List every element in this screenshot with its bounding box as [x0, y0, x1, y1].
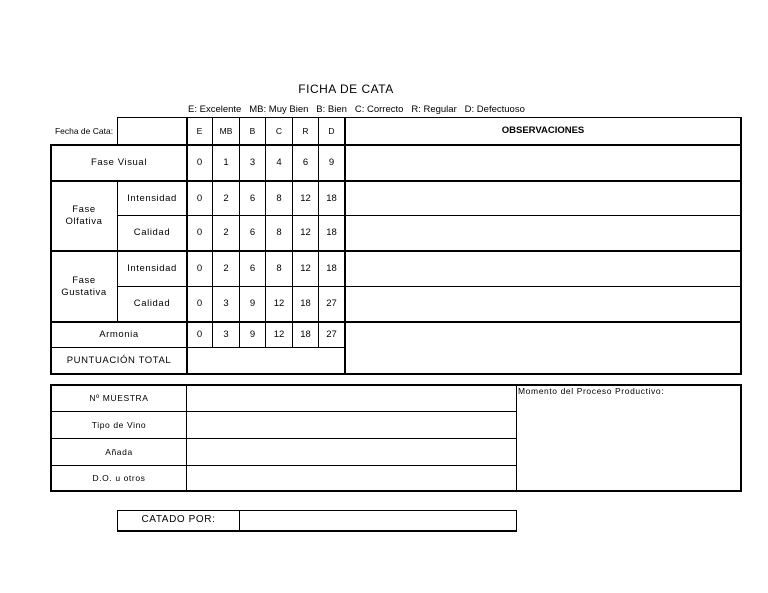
gustativa-calidad-score-e[interactable]: 0 — [196, 298, 203, 310]
gustativa-intensidad-score-e[interactable]: 0 — [196, 263, 203, 275]
olfativa-intensidad-score-b[interactable]: 6 — [249, 192, 256, 204]
gustativa-intensidad-score-b[interactable]: 6 — [249, 263, 256, 275]
fase-visual-score-mb[interactable]: 1 — [223, 157, 229, 169]
olfativa-intensidad-score-mb[interactable]: 2 — [223, 192, 229, 204]
gustativa-calidad-score-c[interactable]: 12 — [273, 298, 285, 310]
gustativa-intensidad-observaciones[interactable] — [346, 252, 740, 286]
do-u-otros-field[interactable] — [187, 466, 516, 490]
col-header-mb: MB — [219, 125, 233, 136]
fase-visual-label: Fase Visual — [90, 157, 148, 169]
fecha-de-cata-label: Fecha de Cata: — [54, 125, 114, 136]
fase-gustativa-label: Fase Gustativa — [61, 274, 107, 298]
gustativa-intensidad-score-c[interactable]: 8 — [276, 263, 282, 275]
col-header-c: C — [275, 125, 283, 136]
olfativa-calidad-score-d[interactable]: 18 — [326, 227, 337, 239]
olfativa-calidad-label: Calidad — [133, 227, 171, 239]
observaciones-header: OBSERVACIONES — [501, 125, 585, 137]
catado-por-field[interactable] — [240, 511, 516, 530]
puntuacion-total-field[interactable] — [188, 348, 344, 373]
score-legend: E: Excelente MB: Muy Bien B: Bien C: Correcto R: Regular D: Defectuoso — [188, 104, 525, 115]
olfativa-intensidad-observaciones[interactable] — [346, 182, 740, 215]
armonia-score-mb[interactable]: 3 — [223, 329, 229, 341]
fecha-de-cata-field[interactable] — [118, 118, 186, 144]
armonia-score-e[interactable]: 0 — [196, 329, 203, 341]
olfativa-calidad-score-mb[interactable]: 2 — [223, 227, 229, 239]
numero-muestra-label: Nº MUESTRA — [89, 393, 149, 404]
tipo-de-vino-field[interactable] — [187, 412, 516, 438]
fase-visual-score-e[interactable]: 0 — [196, 157, 203, 169]
fase-visual-score-b[interactable]: 3 — [249, 157, 256, 169]
page-title: FICHA DE CATA — [298, 82, 394, 96]
gustativa-intensidad-score-mb[interactable]: 2 — [223, 263, 229, 275]
gustativa-intensidad-label: Intensidad — [127, 263, 177, 275]
olfativa-intensidad-score-e[interactable]: 0 — [196, 192, 203, 204]
olfativa-calidad-score-c[interactable]: 8 — [276, 227, 282, 239]
fase-visual-score-c[interactable]: 4 — [276, 157, 282, 169]
col-header-b: B — [249, 125, 256, 136]
armonia-score-r[interactable]: 18 — [300, 329, 311, 341]
olfativa-calidad-score-e[interactable]: 0 — [196, 227, 203, 239]
fase-olfativa-label: Fase Olfativa — [65, 204, 103, 227]
anada-label: Añada — [105, 446, 133, 457]
col-header-e: E — [196, 125, 203, 136]
gustativa-calidad-score-r[interactable]: 18 — [300, 298, 311, 310]
numero-muestra-field[interactable] — [187, 386, 516, 411]
olfativa-intensidad-label: Intensidad — [127, 192, 177, 204]
gustativa-calidad-score-b[interactable]: 9 — [249, 298, 256, 310]
gustativa-calidad-score-mb[interactable]: 3 — [223, 298, 229, 310]
olfativa-intensidad-score-r[interactable]: 12 — [300, 192, 311, 204]
gustativa-intensidad-score-d[interactable]: 18 — [326, 263, 337, 275]
fase-visual-score-r[interactable]: 6 — [302, 157, 309, 169]
fase-visual-observaciones[interactable] — [346, 146, 740, 180]
armonia-score-b[interactable]: 9 — [249, 329, 256, 341]
anada-field[interactable] — [187, 439, 516, 465]
armonia-label: Armonia — [99, 329, 139, 341]
gustativa-calidad-score-d[interactable]: 27 — [326, 298, 337, 310]
olfativa-calidad-observaciones[interactable] — [346, 216, 740, 250]
armonia-score-c[interactable]: 12 — [273, 329, 285, 341]
momento-proceso-label: Momento del Proceso Productivo: — [518, 386, 665, 396]
fase-visual-score-d[interactable]: 9 — [328, 157, 335, 169]
olfativa-intensidad-score-d[interactable]: 18 — [326, 192, 337, 204]
do-u-otros-label: D.O. u otros — [92, 472, 146, 483]
gustativa-intensidad-score-r[interactable]: 12 — [300, 263, 311, 275]
col-header-r: R — [302, 125, 309, 136]
puntuacion-total-label: PUNTUACIÓN TOTAL — [66, 354, 172, 366]
gustativa-calidad-observaciones[interactable] — [346, 287, 740, 321]
gustativa-calidad-label: Calidad — [133, 298, 171, 310]
olfativa-intensidad-score-c[interactable]: 8 — [276, 192, 282, 204]
olfativa-calidad-score-b[interactable]: 6 — [249, 227, 256, 239]
catado-por-label: CATADO POR: — [141, 514, 216, 526]
olfativa-calidad-score-r[interactable]: 12 — [300, 227, 311, 239]
momento-proceso-field[interactable] — [518, 398, 740, 490]
armonia-observaciones[interactable] — [346, 323, 740, 373]
tipo-de-vino-label: Tipo de Vino — [91, 419, 147, 430]
armonia-score-d[interactable]: 27 — [326, 329, 337, 341]
col-header-d: D — [328, 125, 335, 136]
